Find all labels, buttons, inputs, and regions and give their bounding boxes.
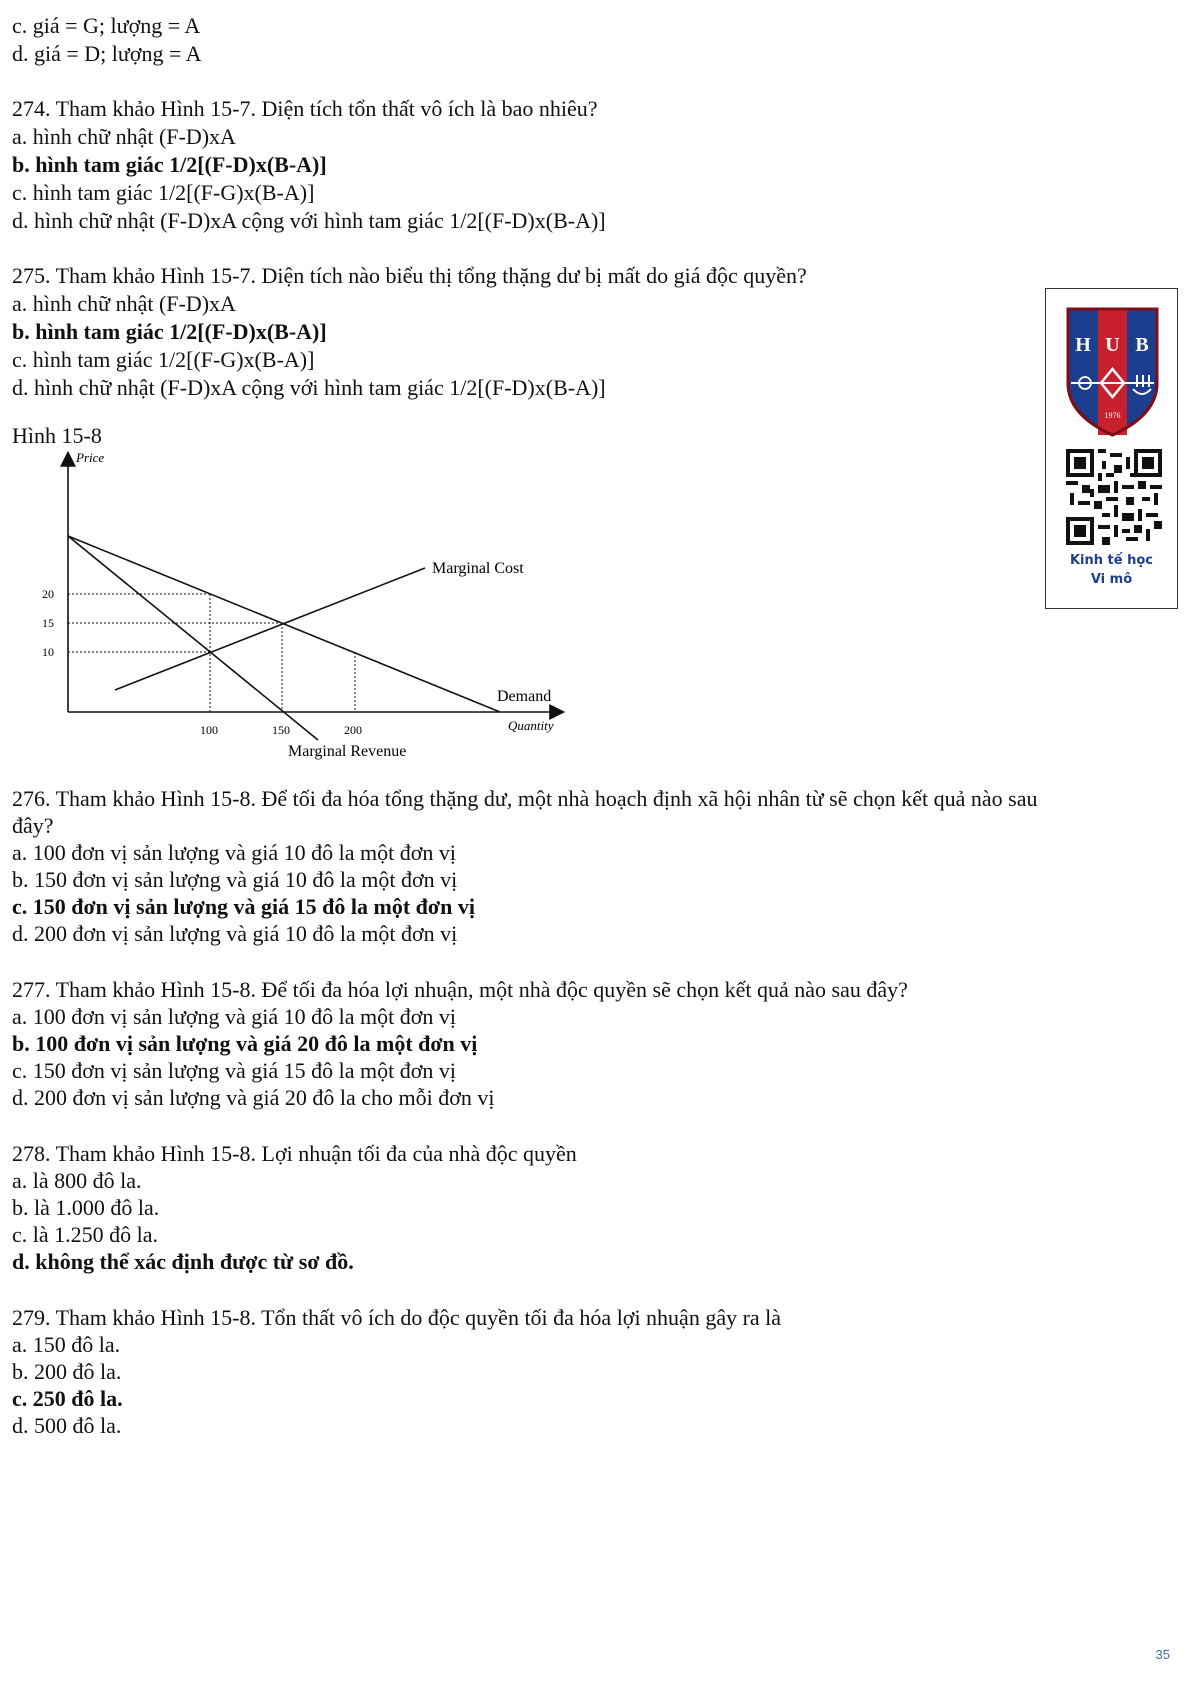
demand-label: Demand: [497, 688, 552, 705]
q275-option-b-correct: b. hình tam giác 1/2[(F-D)x(B-A)]: [12, 319, 327, 344]
svg-text:H: H: [1075, 334, 1091, 356]
question-277: 277. Tham khảo Hình 15-8. Để tối đa hóa lợi nhuận, một nhà độc quyền sẽ chọn kết quả nào sau đây?: [12, 977, 908, 1002]
q275-option-c: c. hình tam giác 1/2[(F-G)x(B-A)]: [12, 347, 315, 372]
card-subtitle-line2: Vi mô: [1090, 572, 1133, 587]
svg-text:1976: 1976: [1104, 411, 1121, 420]
quantity-tick-200: 200: [344, 723, 362, 737]
y-axis-label: Price: [76, 450, 105, 465]
svg-text:B: B: [1135, 334, 1149, 356]
q276-option-c-correct: c. 150 đơn vị sản lượng và giá 15 đô la một đơn vị: [12, 894, 475, 919]
option-text: d. giá = D; lượng = A: [12, 41, 202, 66]
q279-option-d: d. 500 đô la.: [12, 1413, 122, 1438]
card-subtitle-line1: Kinh tế học: [1069, 553, 1153, 568]
q278-option-b: b. là 1.000 đô la.: [12, 1195, 160, 1220]
q277-option-b-correct: b. 100 đơn vị sản lượng và giá 20 đô la một đơn vị: [12, 1031, 478, 1056]
quantity-tick-100: 100: [200, 723, 218, 737]
q276-option-d: d. 200 đơn vị sản lượng và giá 10 đô la một đơn vị: [12, 921, 458, 946]
marginal-cost-curve: [115, 568, 425, 690]
hub-course-card: [1045, 288, 1178, 609]
question-276-line1: 276. Tham khảo Hình 15-8. Để tối đa hóa tổng thặng dư, một nhà hoạch định xã hội nhân từ sẽ chọn kết quả nào sau: [12, 786, 1038, 811]
q278-option-c: c. là 1.250 đô la.: [12, 1222, 159, 1247]
q274-option-d: d. hình chữ nhật (F-D)xA cộng với hình tam giác 1/2[(F-D)x(B-A)]: [12, 208, 606, 233]
figure-title: Hình 15-8: [12, 423, 102, 448]
price-tick-15: 15: [42, 616, 54, 630]
page-number: 35: [1155, 1647, 1170, 1662]
svg-text:U: U: [1105, 334, 1120, 356]
x-axis-label: Quantity: [508, 718, 554, 733]
q277-option-c: c. 150 đơn vị sản lượng và giá 15 đô la một đơn vị: [12, 1058, 456, 1083]
q274-option-b-correct: b. hình tam giác 1/2[(F-D)x(B-A)]: [12, 152, 327, 177]
q274-option-a: a. hình chữ nhật (F-D)xA: [12, 124, 236, 149]
q279-option-a: a. 150 đô la.: [12, 1332, 121, 1357]
q278-option-a: a. là 800 đô la.: [12, 1168, 142, 1193]
question-275: 275. Tham khảo Hình 15-7. Diện tích nào biểu thị tổng thặng dư bị mất do giá độc quyền?: [12, 263, 807, 288]
question-279: 279. Tham khảo Hình 15-8. Tổn thất vô ích do độc quyền tối đa hóa lợi nhuận gây ra là: [12, 1305, 782, 1330]
question-278: 278. Tham khảo Hình 15-8. Lợi nhuận tối đa của nhà độc quyền: [12, 1141, 577, 1166]
price-tick-20: 20: [42, 587, 54, 601]
price-tick-10: 10: [42, 645, 54, 659]
quantity-tick-150: 150: [272, 723, 290, 737]
q279-option-c-correct: c. 250 đô la.: [12, 1386, 123, 1411]
q277-option-d: d. 200 đơn vị sản lượng và giá 20 đô la cho mỗi đơn vị: [12, 1085, 495, 1110]
q276-option-b: b. 150 đơn vị sản lượng và giá 10 đô la một đơn vị: [12, 867, 458, 892]
marginal-revenue-label: Marginal Revenue: [288, 743, 407, 760]
q278-option-d-correct: d. không thể xác định được từ sơ đồ.: [12, 1249, 354, 1274]
q276-option-a: a. 100 đơn vị sản lượng và giá 10 đô la một đơn vị: [12, 840, 456, 865]
marginal-revenue-curve: [68, 536, 318, 740]
q279-option-b: b. 200 đô la.: [12, 1359, 122, 1384]
hub-logo: [1065, 303, 1160, 438]
q274-option-c: c. hình tam giác 1/2[(F-G)x(B-A)]: [12, 180, 315, 205]
q275-option-a: a. hình chữ nhật (F-D)xA: [12, 291, 236, 316]
figure-15-8-diagram: [0, 440, 600, 770]
option-text: c. giá = G; lượng = A: [12, 13, 201, 38]
question-276-line2: đây?: [12, 813, 54, 838]
qr-code: [1066, 449, 1162, 545]
q275-option-d: d. hình chữ nhật (F-D)xA cộng với hình tam giác 1/2[(F-D)x(B-A)]: [12, 375, 606, 400]
marginal-cost-label: Marginal Cost: [432, 560, 524, 577]
question-274: 274. Tham khảo Hình 15-7. Diện tích tổn thất vô ích là bao nhiêu?: [12, 96, 598, 121]
q277-option-a: a. 100 đơn vị sản lượng và giá 10 đô la một đơn vị: [12, 1004, 456, 1029]
